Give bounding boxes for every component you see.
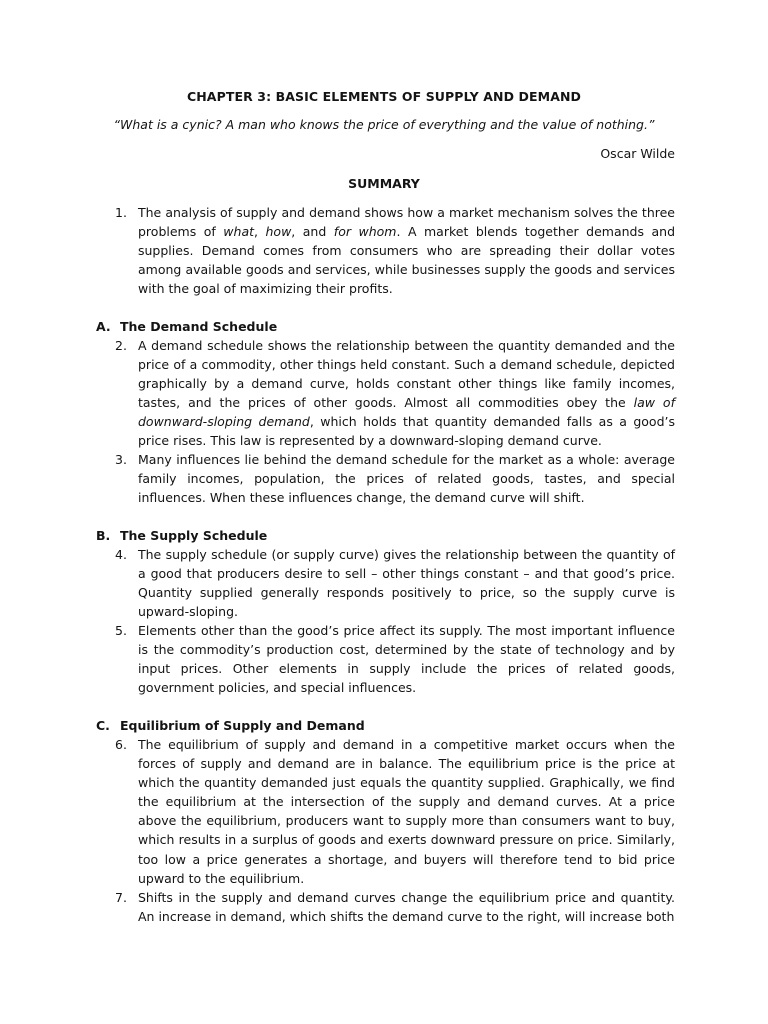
item-number: 1. — [115, 205, 127, 220]
summary-item-1: The analysis of supply and demand shows how a market mechanism solves the three problems of what, how, and for whom. A market blends together demands and supplies. Demand comes from consumers who are spreading their dollar votes among available goods and services, while businesses supply the goods and services with the goal of maximizing their profits. — [138, 205, 676, 297]
summary-item-5: Elements other than the good’s price affect its supply. The most important influence is the commodity’s production cost, determined by the state of technology and by input prices. Other elements in supply include the prices of related goods, government policies, and special influences. — [138, 623, 675, 696]
summary-item-4: The supply schedule (or supply curve) gives the relationship between the quantity of a good that producers desire to sell – other things constant – and that good’s price. Quantity supplied generally responds positively to price, so the supply curve is upward-sloping. — [138, 547, 675, 620]
item-number: 3. — [115, 452, 127, 467]
summary-item-6: The equilibrium of supply and demand in a competitive market occurs when the forces of supply and demand are in balance. The equilibrium price is the price at which the quantity demanded just equals the quantity supplied. Graphically, we find the equilibrium at the intersection of the supply and demand curves. At a price above the equilibrium, producers want to supply more than consumers want to buy, which results in a surplus of goods and exerts downward pressure on price. Similarly, too low a price generates a shortage, and buyers will therefore tend to bid price upward to the equilibrium. — [138, 737, 675, 886]
item-number: 5. — [115, 623, 127, 638]
summary-item-3: Many influences lie behind the demand schedule for the market as a whole: average family incomes, population, the prices of related goods, tastes, and special influences. When these influences change, the demand curve will shift. — [138, 452, 675, 506]
item-number: 2. — [115, 338, 127, 353]
epigraph-quote: “What is a cynic? A man who knows the price of everything and the value of nothing.” — [113, 117, 655, 132]
epigraph-author: Oscar Wilde — [600, 146, 675, 161]
item-number: 6. — [115, 737, 127, 752]
summary-item-2: A demand schedule shows the relationship between the quantity demanded and the price of a commodity, other things held constant. Such a demand schedule, depicted graphically by a demand curve, holds constant other things like family incomes, tastes, and the prices of other goods. Almost all commodities obey the law of downward-sloping demand, which holds that quantity demanded falls as a good’s price rises. This law is represented by a downward-sloping demand curve. — [138, 338, 675, 449]
item-number: 4. — [115, 547, 127, 562]
section-heading-a: A. The Demand Schedule — [96, 319, 278, 334]
section-heading-c: C. Equilibrium of Supply and Demand — [96, 718, 365, 733]
chapter-title: CHAPTER 3: BASIC ELEMENTS OF SUPPLY AND DEMAND — [186, 89, 582, 104]
summary-heading: SUMMARY — [348, 176, 420, 191]
summary-item-7: Shifts in the supply and demand curves change the equilibrium price and quantity. An increase in demand, which shifts the demand curve to the right, will increase both — [138, 890, 675, 925]
item-number: 7. — [115, 890, 127, 905]
section-heading-b: B. The Supply Schedule — [96, 528, 268, 543]
